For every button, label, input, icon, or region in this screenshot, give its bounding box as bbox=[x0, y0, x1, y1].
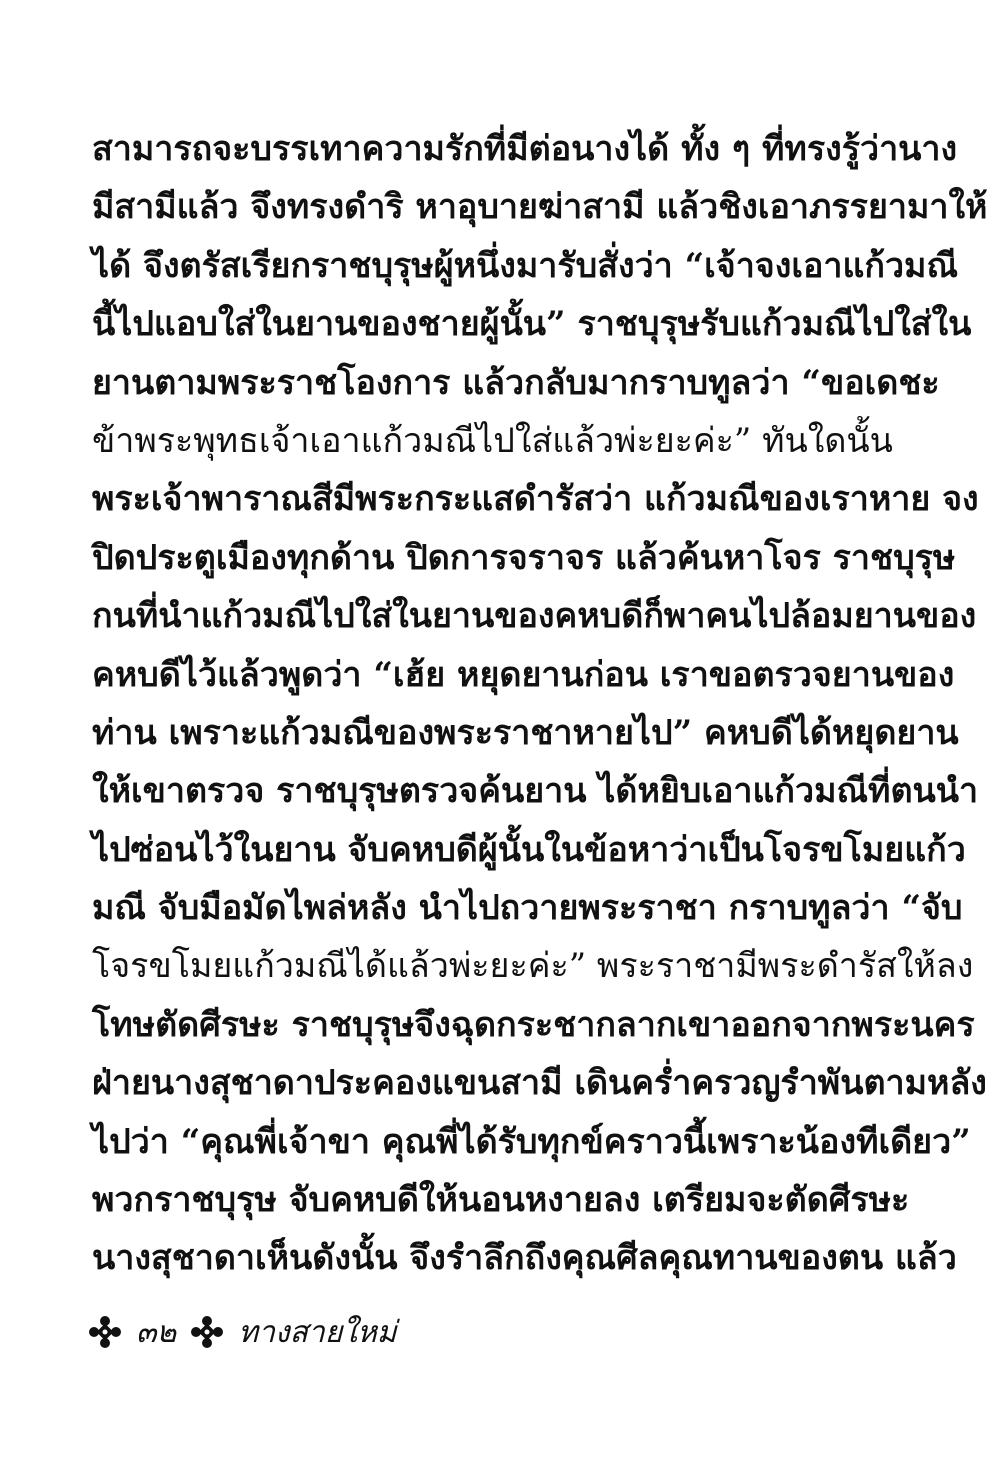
text-line-2: มีสามีแล้ว จึงทรงดำริ หาอุบายฆ่าสามี แล้วชิงเอาภรรยามาให้ bbox=[92, 187, 987, 228]
page-footer bbox=[88, 1312, 397, 1352]
text-line-9: กนที่นำแก้วมณีไปใส่ในยานของคหบดีก็พาคนไปล้อมยานของ bbox=[92, 596, 977, 637]
text-line-10: คหบดีไว้แล้วพูดว่า “เฮ้ย หยุดยานก่อน เราขอตรวจยานของ bbox=[92, 654, 955, 695]
text-line-11: ท่าน เพราะแก้วมณีของพระราชาหายไป” คหบดีได้หยุดยาน bbox=[92, 712, 959, 753]
text-line-13: ไปซ่อนไว้ในยาน จับคหบดีผู้นั้นในข้อหาว่าเป็นโจรขโมยแก้ว bbox=[92, 829, 966, 870]
text-line-15: โจรขโมยแก้วมณีได้แล้วพ่ะยะค่ะ” พระราชามีพระดำรัสให้ลง bbox=[92, 946, 974, 987]
text-line-18: ไปว่า “คุณพี่เจ้าขา คุณพี่ได้รับทุกข์คราวนี้เพราะน้องทีเดียว” bbox=[92, 1121, 971, 1162]
text-line-19: พวกราชบุรุษ จับคหบดีให้นอนหงายลง เตรียมจะตัดศีรษะ bbox=[92, 1180, 910, 1221]
text-line-7: พระเจ้าพาราณสีมีพระกระแสดำรัสว่า แก้วมณีของเราหาย จง bbox=[92, 479, 979, 520]
text-line-14: มณี จับมือมัดไพล่หลัง นำไปถวายพระราชา กราบทูลว่า “จับ bbox=[92, 888, 963, 929]
text-line-16: โทษตัดศีรษะ ราชบุรุษจึงฉุดกระชากลากเขาออกจากพระนคร bbox=[92, 1004, 975, 1045]
text-line-3: ได้ จึงตรัสเรียกราชบุรุษผู้หนึ่งมารับสั่งว่า “เจ้าจงเอาแก้วมณี bbox=[92, 245, 959, 286]
book-title: ทางสายใหม่ bbox=[238, 1314, 397, 1350]
text-line-5: ยานตามพระราชโองการ แล้วกลับมากราบทูลว่า “ขอเดชะ bbox=[92, 362, 940, 403]
text-line-17: ฝ่ายนางสุชาดาประคองแขนสามี เดินคร่ำครวญรำพันตามหลัง bbox=[92, 1063, 987, 1104]
four-petal-flower-icon bbox=[88, 1315, 122, 1349]
text-line-4: นี้ไปแอบใส่ในยานของชายผู้นั้น” ราชบุรุษรับแก้วมณีไปใส่ใน bbox=[92, 304, 972, 345]
text-line-1: สามารถจะบรรเทาความรักที่มีต่อนางได้ ทั้ง ๆ ที่ทรงรู้ว่านาง bbox=[92, 129, 958, 169]
page-number: ๓๒ bbox=[136, 1314, 177, 1350]
four-petal-flower-icon bbox=[190, 1315, 224, 1349]
text-line-8: ปิดประตูเมืองทุกด้าน ปิดการจราจร แล้วค้นหาโจร ราชบุรุษ bbox=[92, 537, 956, 578]
text-line-12: ให้เขาตรวจ ราชบุรุษตรวจค้นยาน ได้หยิบเอาแก้วมณีที่ตนนำ bbox=[92, 771, 979, 812]
text-line-20: นางสุชาดาเห็นดังนั้น จึงรำลึกถึงคุณศีลคุณทานของตน แล้ว bbox=[92, 1238, 957, 1279]
body-text bbox=[92, 120, 987, 1288]
text-line-6: ข้าพระพุทธเจ้าเอาแก้วมณีไปใส่แล้วพ่ะยะค่ะ” ทันใดนั้น bbox=[92, 420, 893, 461]
